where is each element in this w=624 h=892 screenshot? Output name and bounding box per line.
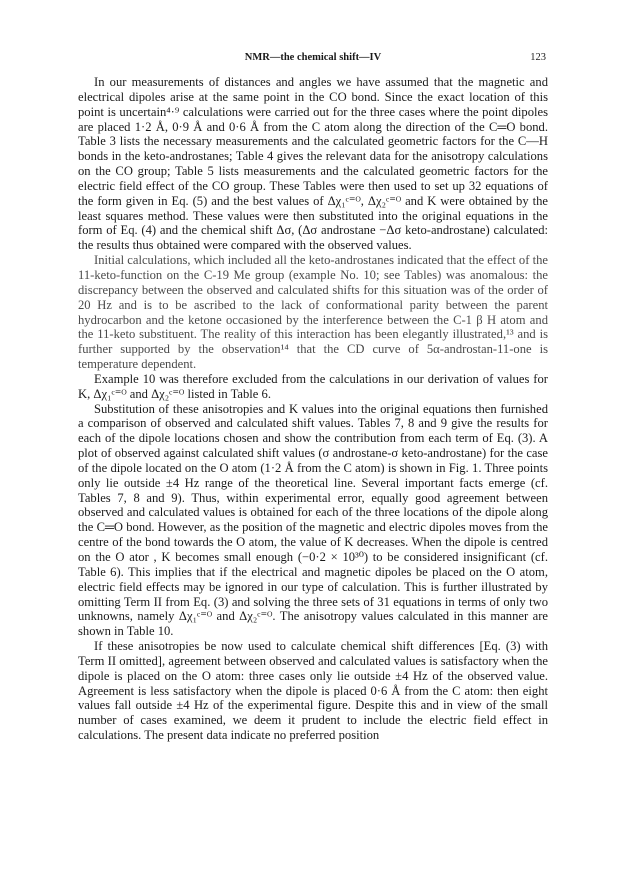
paragraph-dipole-location: In our measurements of distances and angles we have assumed that the magnetic and electrical dipoles arise at the same point in the CO bond. Since the exact location of this point is uncertain⁴·⁹ calculations were carried out for the three cases where the point dipoles are placed 1·2 Å, 0·9 Å and 0·6 Å from the C atom along the direction of the C═O bond. Table 3 lists the necessary measurements and the calculated geometric factors for the C—H bonds in the keto-androstanes; Table 4 gives the relevant data for the anisotropy calculations on the CO group; Table 5 lists measurements and the calculated geometric factors for the electric field effect of the CO group. These Tables were then used to set up 32 equations of the form given in Eq. (5) and the best values of Δχ₁ᶜ⁼ᴼ, Δχ₂ᶜ⁼ᴼ and K were obtained by the least squares method. These values were then substituted into the original equations in the form of Eq. (4) and the chemical shift Δσ, (Δσ androstane −Δσ keto-androstane) calculated: the results thus obtained were compared with the observed values.	[78, 75, 548, 253]
page-number: 123	[530, 52, 546, 63]
running-title: NMR—the chemical shift—IV	[244, 52, 382, 63]
paragraph-substitution: Substitution of these anisotropies and K values into the original equations then furnished a comparison of observed and calculated shift values. Tables 7, 8 and 9 give the results for each of the dipole locations chosen and show the contribution from each term of Eq. (3). A plot of observed against calculated shift values (σ androstane-σ keto-androstane) for the case of the dipole located on the O atom (1·2 Å from the C atom) is shown in Fig. 1. Three points only lie outside ±4 Hz range of the theoretical line. Several important facts emerge (cf. Tables 7, 8 and 9). Thus, within experimental error, equally good agreement between observed and calculated values is obtained for each of the three locations of the dipole along the C═O bond. However, as the position of the magnetic and electric dipoles moves from the centre of the bond towards the O atom, the value of K decreases. When the dipole is centred on the O ator , K becomes small enough (−0·2 × 10³⁰) to be considered insignificant (cf. Table 6). This implies that if the electrical and magnetic dipoles be placed on the O atom, electric field effects may be ignored in our type of calculation. This is further illustrated by omitting Term II from Eq. (3) and solving the three sets of 31 equations in terms of only two unknowns, namely Δχ₁ᶜ⁼ᴼ and Δχ₂ᶜ⁼ᴼ. The anisotropy values calculated in this manner are shown in Table 10.	[78, 401, 548, 639]
paragraph-initial-calculations: Initial calculations, which included all the keto-androstanes indicated that the effect of the 11-keto-function on the C-19 Me group (example No. 10; see Tables) was anomalous: the discrepancy between the observed and calculated shifts for this situation was of the order of 20 Hz and is to be ascribed to the lack of conformational parity between the parent hydrocarbon and the ketone occasioned by the interference between the C-1 β H atom and the 11-keto substituent. The reality of this interaction has been elegantly illustrated,¹³ and is further supported by the observation¹⁴ that the CD curve of 5α-androstan-11-one is temperature dependent.	[78, 253, 548, 372]
paragraph-anisotropies: If these anisotropies be now used to calculate chemical shift differences [Eq. (3) with Term II omitted], agreement between observed and calculated values is satisfactory when the dipole is placed on the O atom: three cases only lie outside ±4 Hz of the observed value. Agreement is less satisfactory when the dipole is placed 0·6 Å from the C atom: then eight values fall outside ±4 Hz of the experimental figure. Despite this and in view of the small number of cases examined, we deem it prudent to include the electric field effect in calculations. The present data indicate no preferred position	[78, 639, 548, 743]
paragraph-example-10: Example 10 was therefore excluded from the calculations in our derivation of values for K, Δχ₁ᶜ⁼ᴼ and Δχ₂ᶜ⁼ᴼ listed in Table 6.	[78, 371, 548, 401]
body-text	[78, 75, 548, 743]
running-head	[80, 52, 546, 68]
